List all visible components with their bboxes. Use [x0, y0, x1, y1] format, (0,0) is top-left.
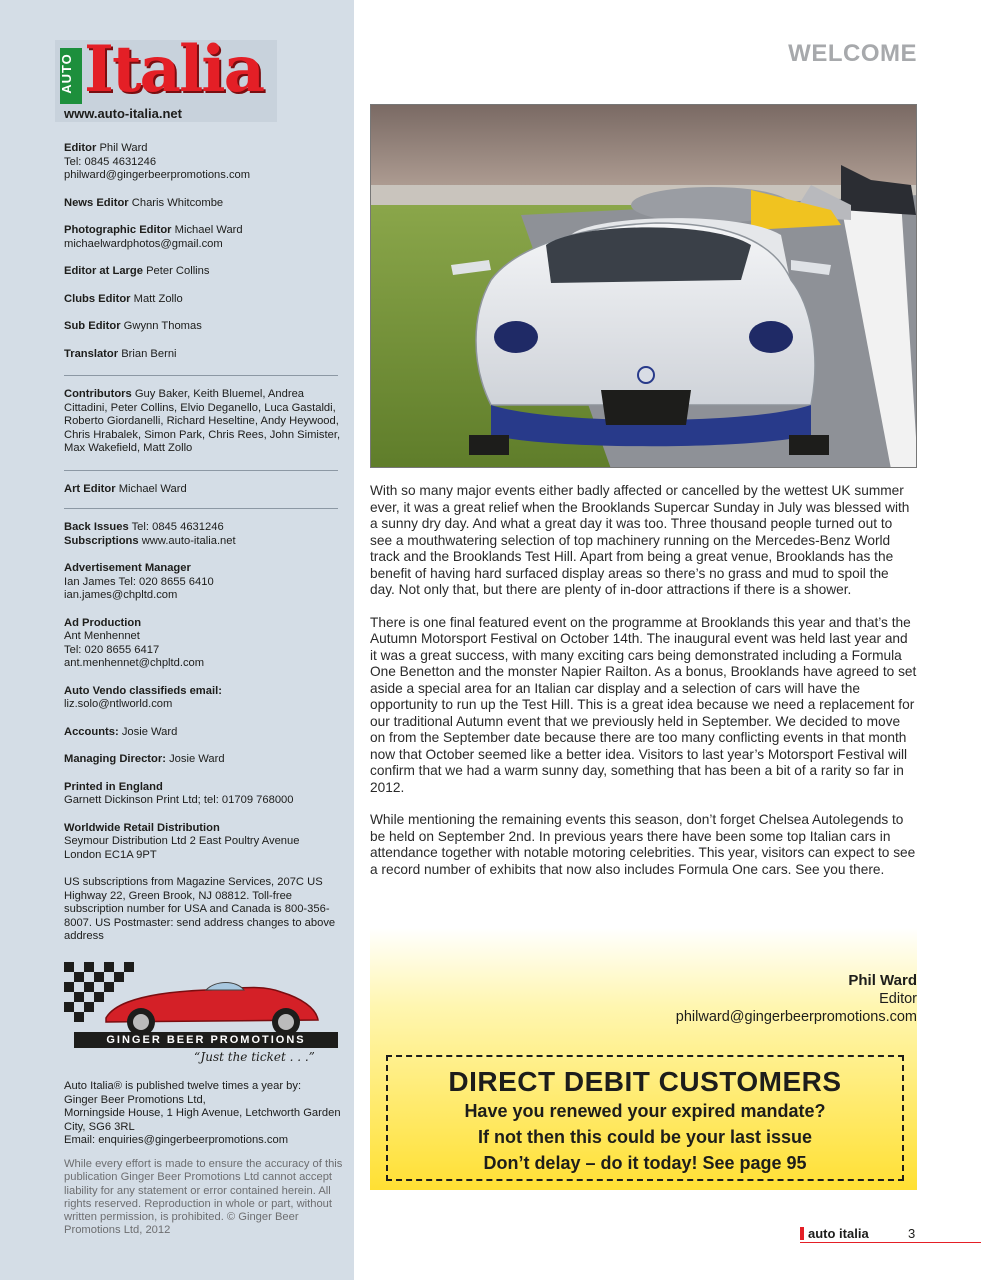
- editorial-article: [370, 483, 917, 894]
- staff-news-editor: News Editor Charis Whitcombe: [64, 196, 224, 209]
- direct-debit-line: Have you renewed your expired mandate?: [464, 1101, 826, 1121]
- distribution: Worldwide Retail Distribution Seymour Distribution Ltd 2 East Poultry Avenue London EC1A 9PT: [64, 821, 300, 861]
- divider: [64, 470, 338, 471]
- logo-url: www.auto-italia.net: [64, 106, 182, 121]
- maserati-mc12-photo: [370, 104, 917, 468]
- staff-editor-at-large: Editor at Large Peter Collins: [64, 265, 210, 277]
- ginger-beer-promotions-logo: [64, 962, 336, 1072]
- publisher-info: Auto Italia® is published twelve times a year by: Ginger Beer Promotions Ltd, Morningside House, 1 High Avenue, Letchworth Garden City, SG6 3RL Email: enquiries@gingerbeerpromotions.com: [64, 1080, 341, 1146]
- us-subscriptions: US subscriptions from Magazine Services, 207C US Highway 22, Green Brook, NJ 08812. Toll-free subscription number for USA and Canada is 800-356-8007. US Postmaster: send address changes to above address: [64, 876, 336, 942]
- signature-email[interactable]: philward@gingerbeerpromotions.com: [675, 1009, 917, 1025]
- staff-editor: Editor Phil Ward Tel: 0845 4631246 philward@gingerbeerpromotions.com: [64, 142, 251, 181]
- article-paragraph: With so many major events either badly affected or cancelled by the wettest UK summer ever, it was a great relief when the Brooklands Supercar Sunday in July was blessed with a sunny dry day. And what a great day it was too. Three thousand people turned out to see a mouthwatering selection of top machinery running on the Mercedes-Benz World track and the Brooklands Test Hill. Apart from being a great venue, Brooklands has the benefit of having hard surfaced display areas so there’s no grass and mud to spoil the day. Not only that, but there are plenty of in-door attractions if there is a shower.: [370, 483, 910, 597]
- staff-credits: [64, 142, 344, 958]
- direct-debit-notice: [386, 1055, 904, 1181]
- divider: [64, 375, 338, 376]
- logo-auto-tab: [60, 48, 82, 104]
- direct-debit-line: If not then this could be your last issue: [477, 1127, 813, 1147]
- logo-italia: Italia: [84, 32, 264, 107]
- gbp-tagline: “Just the ticket . . .”: [194, 1050, 315, 1064]
- direct-debit-line: Don’t delay – do it today! See page 95: [483, 1153, 807, 1173]
- photo-illustration: [371, 105, 917, 468]
- page-number: 3: [908, 1226, 916, 1241]
- article-paragraph: There is one final featured event on the programme at Brooklands this year and that’s the Autumn Motorsport Festival on October 14th. The inaugural event was held last year and it was a great success, with many exciting cars being demonstrated including a Formula One Benetton and the monster Napier Railton. As a bonus, Brooklands have agreed to set aside a special area for an Italian car display and a selection of cars will have the opportunity to run up the Test Hill. This is a great idea because we need a replacement for our traditional Autumn event that we previously held in September. We decided to move on from the September date because there are too many conflicting events in that month now that October seemed like a better idea. Visitors to last year’s Motorsport Festival will confirm that we had a warm sunny day, something that has been a bit of a rarity so far in 2012.: [370, 614, 917, 795]
- ad-production: Ad Production Ant Menhennet Tel: 020 8655 6417 ant.menhennet@chpltd.com: [64, 616, 205, 669]
- logo-auto-text: AUTO: [58, 53, 74, 94]
- staff-clubs-editor: Clubs Editor Matt Zollo: [64, 292, 183, 305]
- divider: [64, 508, 338, 509]
- contributors: Contributors Guy Baker, Keith Bluemel, Andrea Cittadini, Peter Collins, Elvio Deganello, Luca Gastaldi, Roberto Giordanelli, Richard Heseltine, Andy Heywood, Chris Hrabalek, Simon Park, Chris Rees, John Simister, Max Wakefield, Matt Zollo: [64, 388, 341, 454]
- auto-vendo: Auto Vendo classifieds email: liz.solo@ntlworld.com: [64, 684, 222, 710]
- staff-photo-editor: Photographic Editor Michael Ward michaelwardphotos@gmail.com: [64, 224, 243, 250]
- editor-signature: [676, 972, 917, 1026]
- gbp-banner: GINGER BEER PROMOTIONS: [74, 1032, 338, 1048]
- signature-title: Editor: [879, 991, 917, 1007]
- disclaimer: While every effort is made to ensure the accuracy of this publication Ginger Beer Promotions Ltd cannot accept liability for any statement or error contained herein. All rights reserved. Reproduction in whole or part, without written permission, is prohibited. © Ginger Beer Promotions Ltd, 2012: [64, 1158, 343, 1237]
- art-editor: Art Editor Michael Ward: [64, 482, 187, 495]
- red-racing-car-icon: [86, 970, 326, 1040]
- footer-rule: [800, 1242, 981, 1243]
- staff-translator: Translator Brian Berni: [64, 347, 177, 360]
- article-paragraph: While mentioning the remaining events this season, don’t forget Chelsea Autolegends to be held on September 2nd. In previous years there have been some top Italian cars in attendance together with notable motoring celebrities. This year, visitors can expect to see a record number of exhibits that now also includes Formula One cars. See you there.: [370, 812, 916, 877]
- accounts: Accounts: Josie Ward: [64, 725, 178, 738]
- advertisement-manager: Advertisement Manager Ian James Tel: 020 8655 6410 ian.james@chpltd.com: [64, 562, 214, 601]
- managing-director: Managing Director: Josie Ward: [64, 753, 225, 765]
- staff-sub-editor: Sub Editor Gwynn Thomas: [64, 320, 202, 332]
- direct-debit-title: DIRECT DEBIT CUSTOMERS: [448, 1066, 842, 1097]
- printed-in: Printed in England Garnett Dickinson Print Ltd; tel: 01709 768000: [64, 780, 294, 806]
- signature-name: Phil Ward: [848, 972, 917, 989]
- footer-brand: auto italia: [800, 1226, 869, 1241]
- back-issues: Back Issues Tel: 0845 4631246 Subscriptions www.auto-italia.net: [64, 521, 236, 547]
- masthead-sidebar: [0, 0, 354, 1280]
- section-title: WELCOME: [788, 40, 917, 67]
